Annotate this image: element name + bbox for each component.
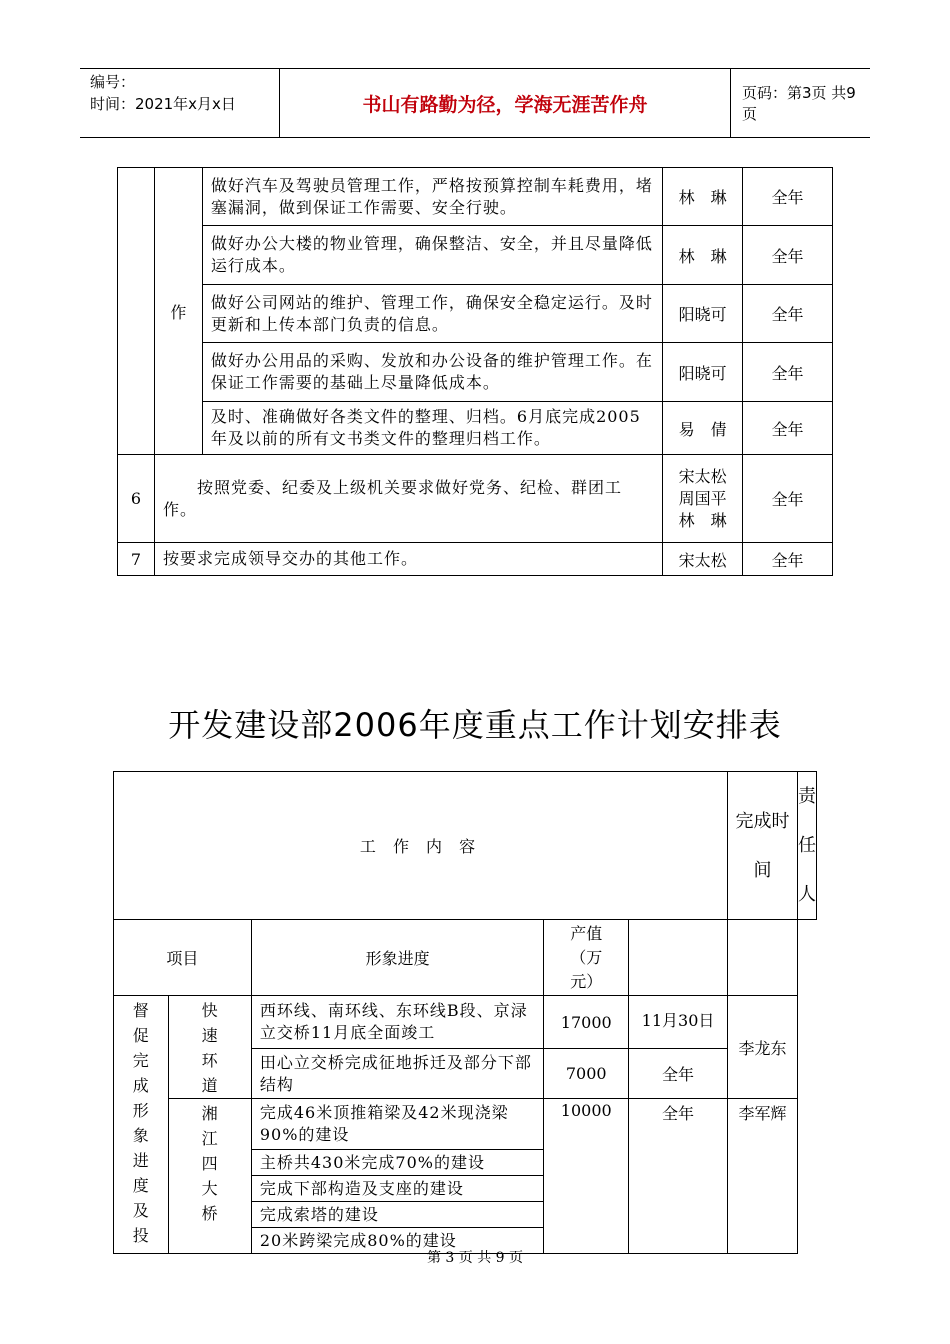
time-cell: 全年 [629, 1099, 728, 1254]
group-char: 桥 [201, 1204, 218, 1223]
task-time: 全年 [743, 343, 833, 402]
task-time: 全年 [743, 168, 833, 226]
category-char: 成 [132, 1076, 149, 1095]
progress-text: 主桥共430米完成70%的建设 [251, 1150, 544, 1176]
sub-project: 项目 [114, 920, 252, 996]
task-time: 全年 [743, 226, 833, 285]
sub-value-line: （万 [570, 947, 603, 967]
task-time: 全年 [743, 285, 833, 343]
group-char: 江 [201, 1129, 218, 1148]
task-content: 做好办公大楼的物业管理，确保整洁、安全，并且尽量降低运行成本。 [202, 226, 662, 285]
progress-text: 西环线、南环线、东环线B段、京渌立交桥11月底全面竣工 [251, 996, 544, 1049]
task-content: 按要求完成领导交办的其他工作。 [154, 543, 662, 576]
plan-table [113, 771, 817, 1254]
task-owner: 周国平 [678, 488, 727, 508]
header-person-line: 责任 [798, 786, 816, 856]
category-char: 度 [132, 1176, 149, 1195]
task-owner: 林 琳 [663, 226, 743, 285]
section-cell [154, 168, 202, 455]
group-char: 快 [201, 1001, 218, 1020]
header-page-info: 页码：第3页 共9页 [742, 84, 856, 123]
category-char: 象 [132, 1126, 149, 1145]
group-char: 环 [201, 1051, 218, 1070]
category-char: 投 [132, 1226, 149, 1245]
person-cell: 李军辉 [727, 1099, 797, 1254]
group-char: 四 [201, 1154, 218, 1173]
sub-value-line: 产值 [570, 923, 603, 943]
task-content: 做好汽车及驾驶员管理工作，严格按预算控制车耗费用，堵塞漏洞，做到保证工作需要、安全行驶。 [202, 168, 662, 226]
time-cell: 11月30日 [629, 996, 728, 1049]
value-cell: 17000 [544, 996, 629, 1049]
value-cell: 10000 [544, 1099, 629, 1254]
task-owner: 宋太松 [678, 466, 727, 486]
group-char: 速 [201, 1026, 218, 1045]
row-number: 7 [118, 543, 155, 576]
task-time: 全年 [743, 543, 833, 576]
category-char: 形 [132, 1101, 149, 1120]
header-content: 工 作 内 容 [114, 772, 728, 920]
group-char: 大 [201, 1179, 218, 1198]
task-owner: 林 琳 [663, 168, 743, 226]
num-cell-empty [118, 168, 155, 455]
header-time [727, 772, 797, 920]
category-cell [114, 996, 169, 1254]
category-char: 完 [132, 1051, 149, 1070]
task-owner: 易 倩 [663, 402, 743, 455]
sub-progress: 形象进度 [251, 920, 544, 996]
task-content: 按照党委、纪委及上级机关要求做好党务、纪检、群团工作。 [154, 455, 662, 543]
work-table-continued [117, 167, 833, 576]
plan-title: 开发建设部2006年度重点工作计划安排表 [168, 706, 782, 744]
category-char: 促 [132, 1026, 149, 1045]
header-time-line: 间 [753, 859, 772, 881]
header-motto: 书山有路勤为径，学海无涯苦作舟 [280, 69, 731, 137]
sub-value-line: 元） [570, 971, 603, 991]
task-content: 做好办公用品的采购、发放和办公设备的维护管理工作。在保证工作需要的基础上尽量降低成本。 [202, 343, 662, 402]
progress-text: 完成下部构造及支座的建设 [251, 1176, 544, 1202]
sub-time-empty [629, 920, 728, 996]
task-owners [663, 455, 743, 543]
group-xiangjiang-bridges [168, 1099, 251, 1254]
progress-text: 完成46米顶推箱梁及42米现浇梁90%的建设 [251, 1099, 544, 1150]
task-content: 做好公司网站的维护、管理工作，确保安全稳定运行。及时更新和上传本部门负责的信息。 [202, 285, 662, 343]
group-char: 湘 [201, 1104, 218, 1123]
task-time: 全年 [743, 402, 833, 455]
time-cell: 全年 [629, 1049, 728, 1099]
task-owner: 林 琳 [678, 510, 727, 530]
section-char: 作 [170, 302, 187, 322]
sub-person-empty [727, 920, 797, 996]
progress-text: 完成索塔的建设 [251, 1202, 544, 1228]
group-char: 道 [201, 1076, 218, 1095]
row-number: 6 [118, 455, 155, 543]
task-owner: 宋太松 [663, 543, 743, 576]
task-owner: 阳晓可 [663, 285, 743, 343]
page-footer: 第 3 页 共 9 页 [426, 1250, 524, 1266]
header-time-line: 完成时 [735, 810, 790, 832]
task-owner: 阳晓可 [663, 343, 743, 402]
value-cell: 7000 [544, 1049, 629, 1099]
category-char: 及 [132, 1201, 149, 1220]
header-person-line: 人 [798, 884, 816, 905]
category-char: 进 [132, 1151, 149, 1170]
task-time: 全年 [743, 455, 833, 543]
page-header [80, 68, 870, 138]
progress-text: 20米跨梁完成80%的建设 [251, 1228, 544, 1254]
header-person [798, 772, 817, 920]
date-label: 时间：2021年x月x日 [90, 95, 236, 113]
person-cell: 李龙东 [727, 996, 797, 1099]
number-label: 编号： [90, 73, 136, 91]
sub-value [544, 920, 629, 996]
group-expressway [168, 996, 251, 1099]
header-meta [80, 69, 280, 137]
progress-text: 田心立交桥完成征地拆迁及部分下部结构 [251, 1049, 544, 1099]
category-char: 督 [132, 1001, 149, 1020]
task-content: 及时、准确做好各类文件的整理、归档。6月底完成2005年及以前的所有文书类文件的整理归档工作。 [202, 402, 662, 455]
